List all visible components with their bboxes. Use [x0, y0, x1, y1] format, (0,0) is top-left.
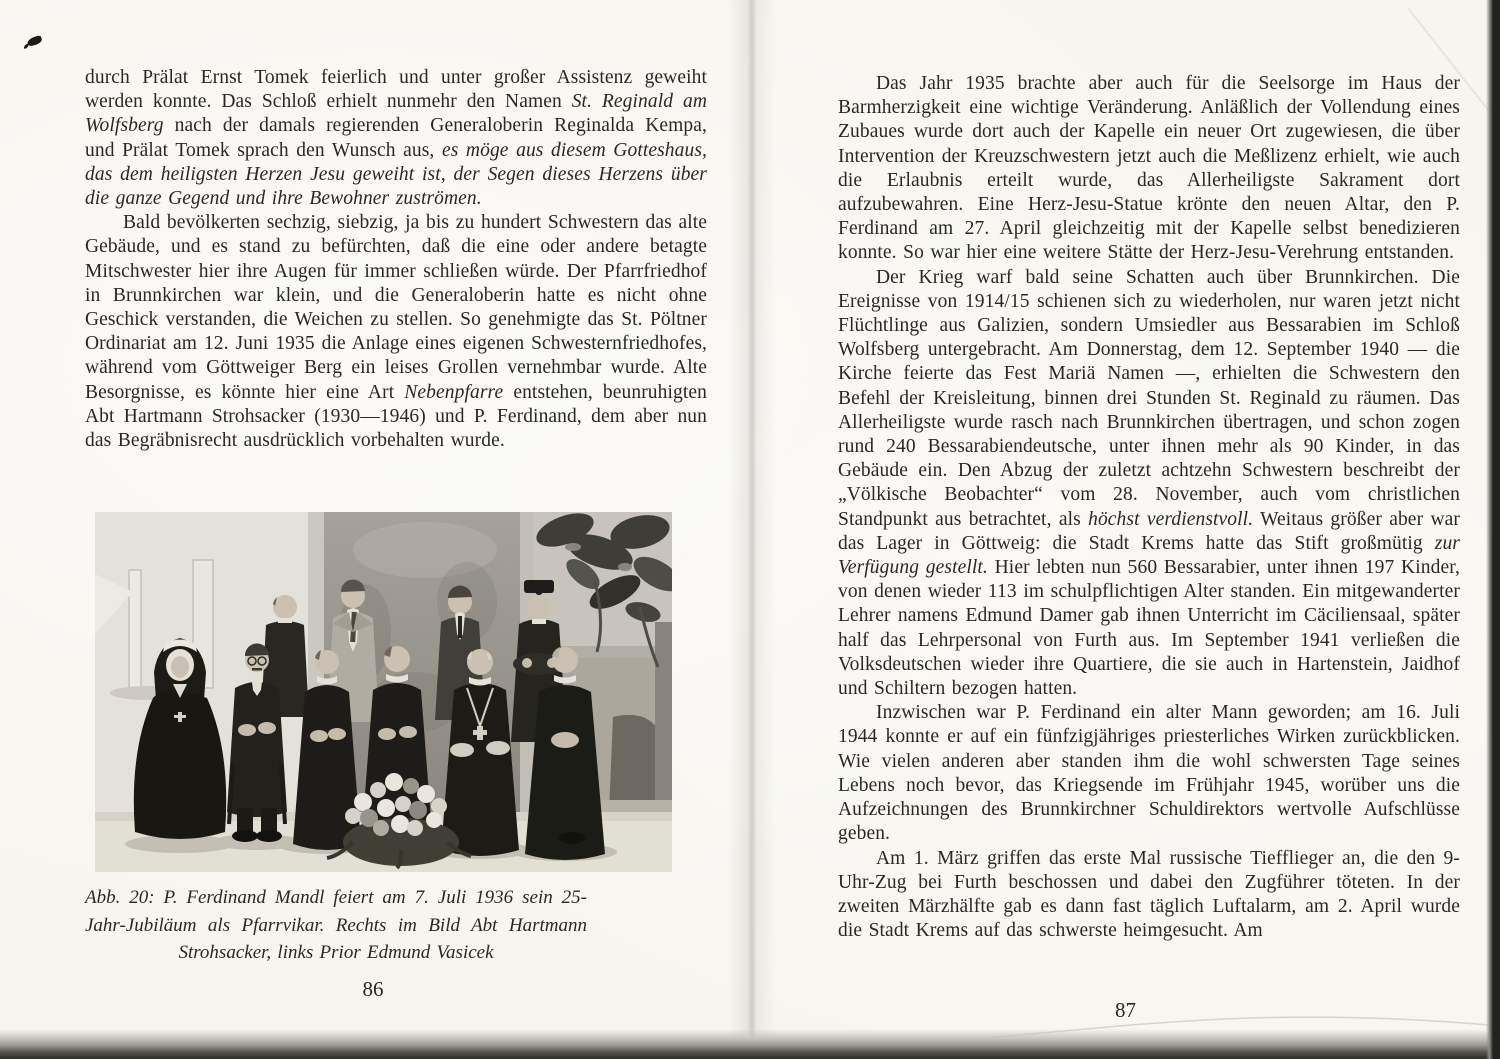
scan-edge-bottom — [0, 1029, 1500, 1059]
paragraph: Bald bevölkerten sechzig, siebzig, ja bis zu hundert Schwestern das alte Gebäude, und es stand zu befürchten, daß die eine oder andere betagte Mitschwester hier ihre Augen für immer schließen würde. Der Pfarrfriedhof in Brunnkirchen war klein, und die Generaloberin hatte es nicht ohne Geschick verstanden, die Weichen zu stellen. So genehmigte das St. Pöltner Ordinariat am 12. Juni 1935 die Anlage eines eigenen Schwesternfriedhofes, während vom Göttweiger Berg ein leises Grollen vernehmbar wurde. Alte Besorgnisse, es könnte hier eine Art Nebenpfarre entstehen, beunruhigten Abt Hartmann Strohsacker (1930—1946) und P. Ferdinand, dem aber nun das Begräbnisrecht ausdrücklich vorbehalten wurde. — [85, 212, 707, 452]
paragraph: durch Prälat Ernst Tomek feierlich und unter großer Assistenz geweiht werden konnte. Das Schloß erhielt nunmehr den Namen St. Reginald am Wolfsberg nach der damals regierenden Generaloberin Reginalda Kempa, und Prälat Tomek sprach den Wunsch aus, es möge aus diesem Gotteshaus, das dem heiligsten Herzen Jesu geweiht ist, der Segen dieses Herzens über die ganze Gegend und ihre Bewohner zuströmen. — [85, 67, 708, 210]
left-page-number: 86 — [362, 977, 384, 1001]
right-page-text — [838, 72, 1460, 943]
photo-caption: Abb. 20: P. Ferdinand Mandl feiert am 7. Juli 1936 sein 25-Jahr-Jubiläum als Pfarrvikar. Rechts im Bild Abt Hartmann Strohsacker, links Prior Edmund Vasicek — [85, 887, 587, 963]
scan-edge-right — [1486, 0, 1500, 1059]
group-photo — [95, 512, 672, 872]
paragraph: Das Jahr 1935 brachte aber auch für die Seelsorge im Haus der Barmherzigkeit eine wichtige Veränderung. Anläßlich der Vollendung eines Zubaues wurde dort auch der Kapelle ein neuer Ort zugewiesen, die über Intervention der Kreuzschwestern jetzt auch die Meßlizenz erhielt, wie auch die Erlaubnis erteilt wurde, das Allerheiligste Sakrament dort aufzubewahren. Eine Herz-Jesu-Statue krönte den neuen Altar, den P. Ferdinand am 27. April gleichzeitig mit der Kapelle selbst benedizieren konnte. So war hier eine weitere Stätte der Herz-Jesu-Verehrung entstanden. — [838, 73, 1460, 264]
paragraph: Inzwischen war P. Ferdinand ein alter Mann geworden; am 16. Juli 1944 konnte er auf ein fünfzigjähriges priesterliches Wirken zurückblicken. Wie vielen anderen aber standen ihm die wohl schwersten Tage seines Lebens noch bevor, das Kriegsende im Frühjahr 1945, worüber uns die Aufzeichnungen des Brunnkirchner Schuldirektors wertvolle Aufschlüsse geben. — [838, 702, 1460, 845]
gutter-shadow — [728, 0, 776, 1059]
photo-figure — [85, 512, 672, 963]
ink-smudge — [26, 35, 43, 47]
left-page-text — [85, 66, 707, 453]
paragraph: Am 1. März griffen das erste Mal russische Tiefflieger an, die den 9-Uhr-Zug bei Furth beschossen und dabei den Zugführer töteten. In der zweiten Märzhälfte gab es dann fast täglich Luftalarm, am 2. April wurde die Stadt Krems auf das schwerste heimgesucht. Am — [838, 847, 1460, 942]
paragraph: Der Krieg warf bald seine Schatten auch über Brunnkirchen. Die Ereignisse von 1914/15 schienen sich zu wiederholen, nur waren jetzt nicht Flüchtlinge aus Galizien, sondern Umsiedler aus Bessarabien im Schloß Wolfsberg untergebracht. Am Donnerstag, dem 12. September 1940 — die Kirche feierte das Fest Mariä Namen —, erhielten die Schwestern den Befehl der Kreisleitung, binnen drei Stunden St. Reginald zu räumen. Das Allerheiligste wurde rasch nach Brunnkirchen übertragen, und schon zogen rund 240 Bessarabiendeutsche, unter ihnen mehr als 90 Kinder, in das Gebäude ein. Den Abzug der zuletzt achtzehn Schwestern beschreibt der „Völkische Beobachter“ vom 28. November, auch vom christlichen Standpunkt aus betrachtet, als höchst verdienstvoll. Weitaus größer aber war das Lager in Göttweig: die Stadt Krems hatte das Stift großmütig zur Verfügung gestellt. Hier lebten nun 560 Bessarabier, unter ihnen 197 Kinder, von denen wieder 113 im schulpflichtigen Alter standen. Ein mitgewanderter Lehrer namens Edmund Damer gab ihnen Unterricht im Cäciliensaal, später half das Lehrpersonal von Furth aus. Im September 1941 verließen die Volksdeutschen wieder ihre Quartiere, die sie auch in Hartenstein, Jaidhof und Schiltern bezogen hatten. — [838, 266, 1460, 700]
right-page-number: 87 — [1115, 998, 1136, 1022]
